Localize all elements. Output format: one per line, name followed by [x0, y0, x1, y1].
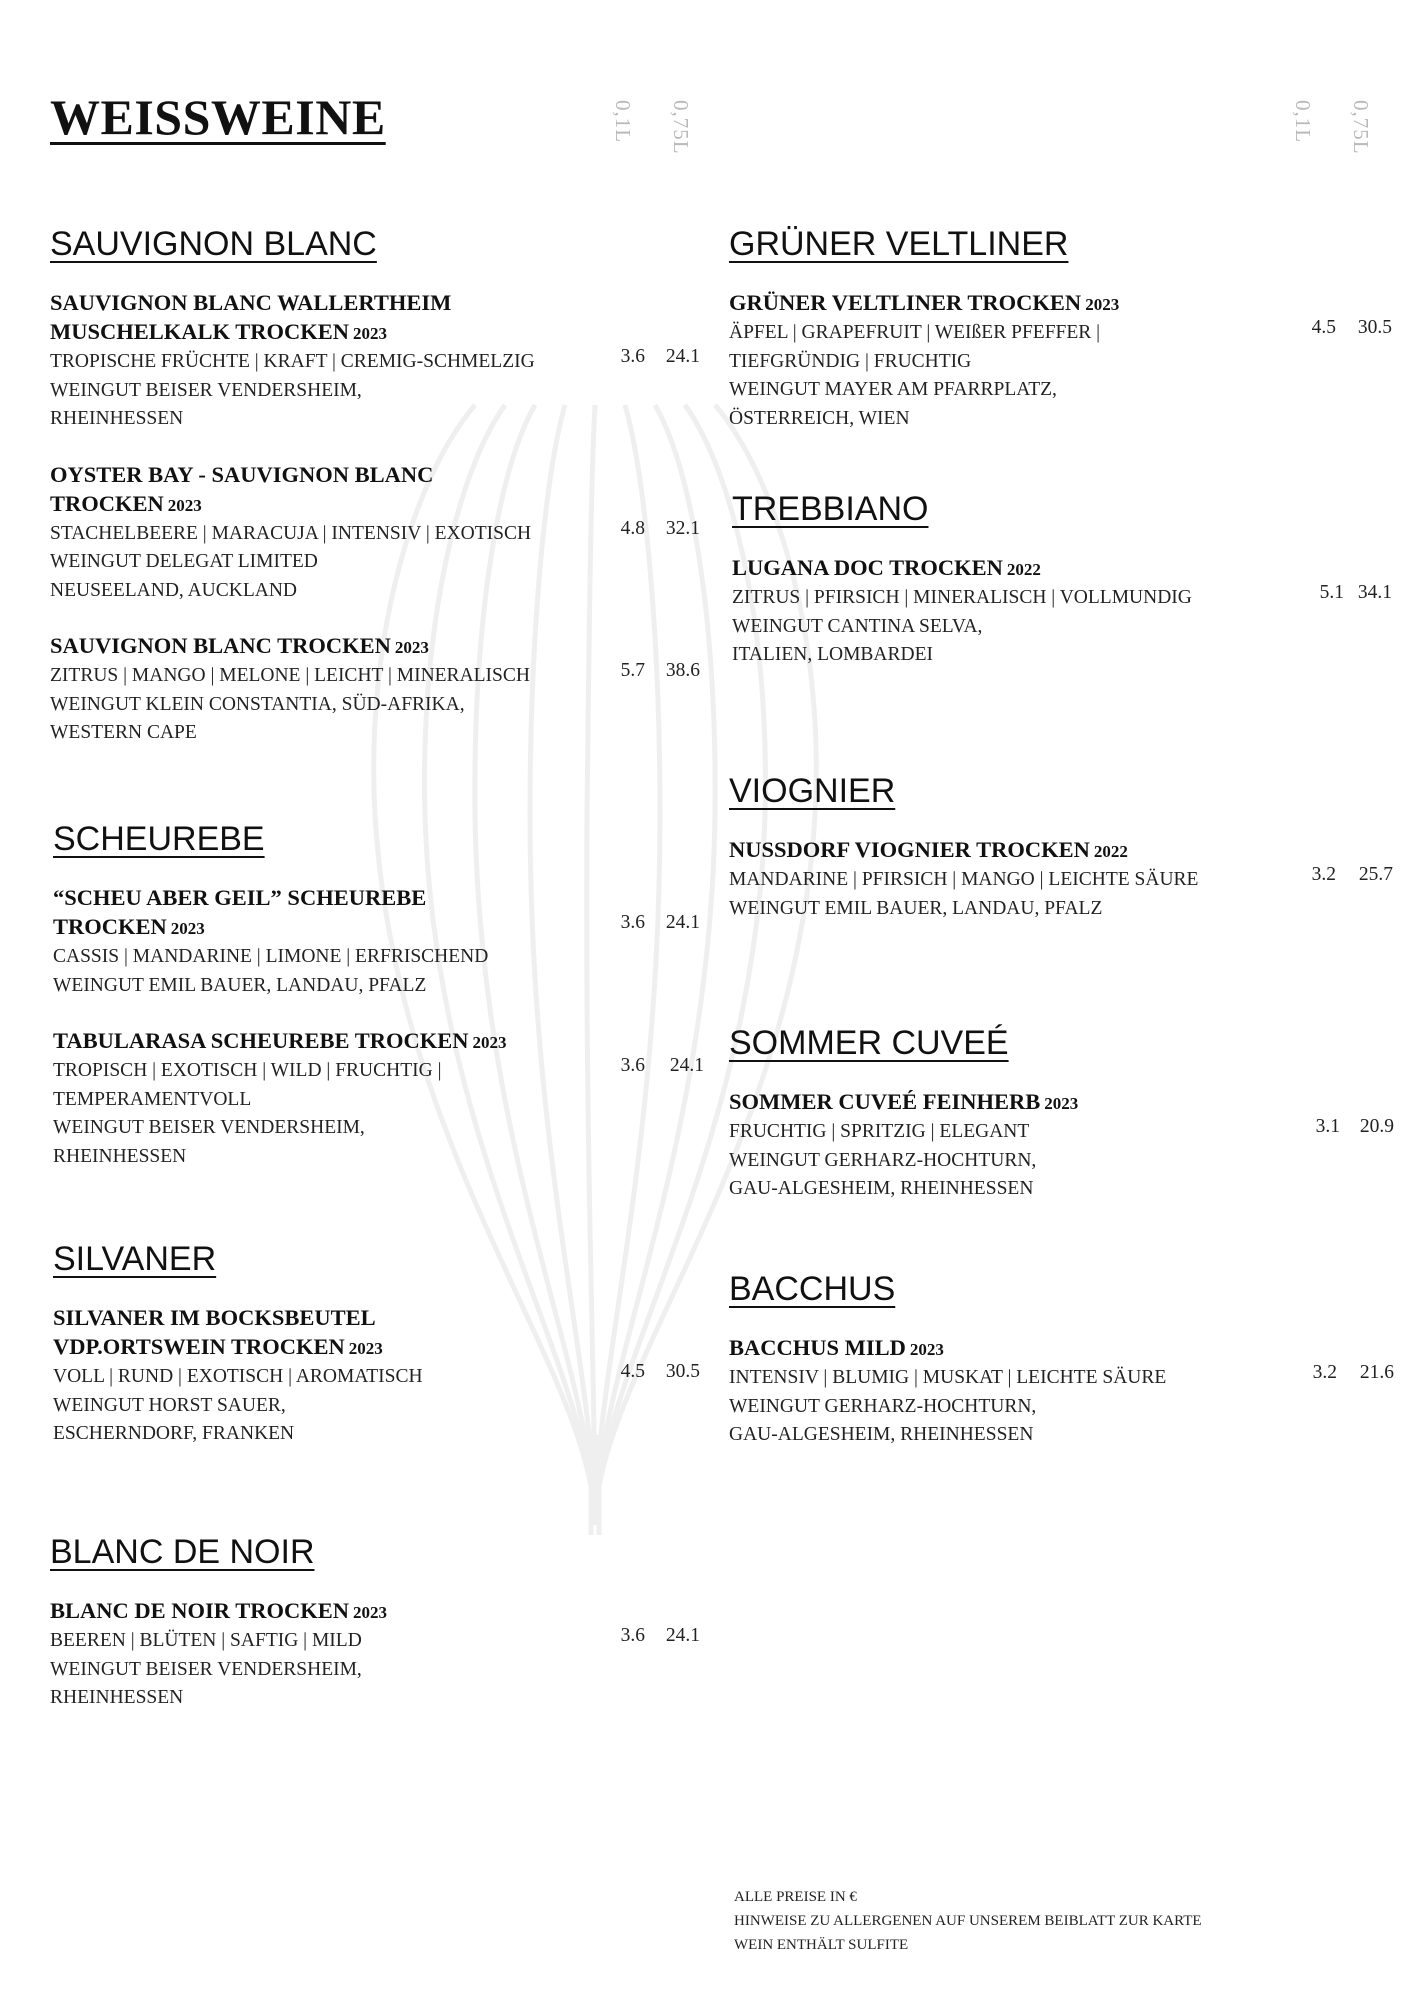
section-title: VIOGNIER: [729, 772, 896, 810]
wine-name: BACCHUS MILD 2023: [729, 1335, 944, 1360]
wine-year: 2023: [353, 324, 388, 343]
wine-item: [50, 460, 700, 606]
wine-name: TABULARASA SCHEUREBE TROCKEN 2023: [53, 1028, 507, 1053]
wine-year: 2023: [394, 638, 429, 657]
section-title: SILVANER: [53, 1240, 217, 1278]
wine-region: GAU-ALGESHEIM, RHEINHESSEN: [729, 1424, 1034, 1445]
wine-year: 2023: [1044, 1094, 1079, 1113]
price-small: 3.6: [620, 346, 645, 367]
wine-item: [53, 1303, 703, 1449]
wine-item: [729, 835, 1393, 923]
price-large: 34.1: [1357, 582, 1392, 603]
wine-item: [729, 288, 1392, 433]
wine-notes: FRUCHTIG | SPRITZIG | ELEGANT: [729, 1121, 1030, 1142]
wine-name: SAUVIGNON BLANC WALLERTHEIM: [50, 290, 452, 315]
section-title: SAUVIGNON BLANC: [50, 225, 377, 263]
price-small: 3.2: [1311, 864, 1336, 885]
price-large: 38.6: [665, 660, 700, 681]
price-small: 3.6: [620, 1055, 645, 1076]
volume-header-large-right: 0,75L: [1349, 100, 1373, 155]
wine-item: [50, 631, 700, 748]
wine-year: 2023: [353, 1603, 388, 1622]
footer-prices-note: ALLE PREISE IN €: [734, 1889, 857, 1905]
wine-item: [729, 1333, 1394, 1450]
price-small: 4.5: [1311, 317, 1336, 338]
section-bacchus: [729, 1270, 1394, 1450]
wine-producer: WEINGUT KLEIN CONSTANTIA, SÜD-AFRIKA,: [50, 693, 465, 715]
wine-region: GAU-ALGESHEIM, RHEINHESSEN: [729, 1178, 1034, 1199]
wine-producer: WEINGUT EMIL BAUER, LANDAU, PFALZ: [53, 974, 427, 996]
wine-notes: MANDARINE | PFIRSICH | MANGO | LEICHTE SÄURE: [729, 869, 1199, 890]
price-small: 5.1: [1319, 582, 1344, 603]
wine-name-line2: VDP.ORTSWEIN TROCKEN 2023: [53, 1334, 383, 1359]
wine-producer: WEINGUT GERHARZ-HOCHTURN,: [729, 1149, 1037, 1171]
wine-item: [729, 1087, 1394, 1204]
wine-producer: WEINGUT EMIL BAUER, LANDAU, PFALZ: [729, 897, 1103, 919]
wine-name: BLANC DE NOIR TROCKEN 2023: [50, 1598, 388, 1623]
wine-region: RHEINHESSEN: [50, 408, 184, 429]
wine-name: OYSTER BAY - SAUVIGNON BLANC: [50, 461, 434, 487]
wine-notes: VOLL | RUND | EXOTISCH | AROMATISCH: [53, 1366, 423, 1387]
price-large: 25.7: [1358, 864, 1393, 885]
wine-notes-cont: TIEFGRÜNDIG | FRUCHTIG: [729, 350, 972, 372]
volume-header-small-left: 0,1L: [611, 100, 635, 144]
wine-year: 2022: [1006, 560, 1041, 579]
wine-notes: TROPISCH | EXOTISCH | WILD | FRUCHTIG |: [53, 1060, 442, 1081]
wine-year: 2023: [170, 919, 205, 938]
section-sauvignon-blanc: [50, 225, 700, 748]
wine-name: SOMMER CUVEÉ FEINHERB 2023: [729, 1089, 1079, 1114]
wine-producer: WEINGUT BEISER VENDERSHEIM,: [53, 1117, 365, 1138]
section-gruener-veltliner: [729, 225, 1392, 433]
wine-notes: ÄPFEL | GRAPEFRUIT | WEIßER PFEFFER |: [729, 322, 1101, 343]
price-small: 3.1: [1315, 1116, 1340, 1137]
footer-notes: [734, 1885, 1202, 1957]
price-large: 30.5: [665, 1361, 700, 1382]
wine-year: 2023: [472, 1033, 507, 1052]
volume-header-small-right: 0,1L: [1291, 100, 1315, 144]
price-large: 21.6: [1359, 1362, 1394, 1383]
price-small: 3.2: [1312, 1362, 1337, 1383]
section-scheurebe: [53, 820, 703, 1171]
wine-name: NUSSDORF VIOGNIER TROCKEN 2022: [729, 837, 1128, 862]
section-sommer-cuvee: [729, 1024, 1394, 1204]
wine-year: 2023: [348, 1339, 383, 1358]
footer-sulfites-note: WEIN ENTHÄLT SULFITE: [734, 1937, 909, 1953]
wine-year: 2023: [909, 1340, 944, 1359]
wine-item: [50, 1596, 700, 1713]
wine-name: LUGANA DOC TROCKEN 2022: [732, 555, 1041, 580]
wine-name: “SCHEU ABER GEIL” SCHEUREBE: [53, 885, 427, 910]
wine-name: SILVANER IM BOCKSBEUTEL: [53, 1305, 376, 1330]
section-title: SOMMER CUVEÉ: [729, 1024, 1009, 1062]
wine-name-line2: MUSCHELKALK TROCKEN 2023: [50, 319, 388, 344]
footer-allergens-note: HINWEISE ZU ALLERGENEN AUF UNSEREM BEIBLATT ZUR KARTE: [734, 1913, 1202, 1929]
wine-region: ITALIEN, LOMBARDEI: [732, 644, 933, 665]
wine-item: [53, 883, 703, 1000]
wine-year: 2023: [1085, 295, 1120, 314]
price-small: 4.5: [620, 1361, 645, 1382]
price-large: 24.1: [665, 912, 700, 933]
wine-region: ESCHERNDORF, FRANKEN: [53, 1423, 295, 1444]
wine-notes: BEEREN | BLÜTEN | SAFTIG | MILD: [50, 1630, 362, 1651]
wine-notes: STACHELBEERE | MARACUJA | INTENSIV | EXOTISCH: [50, 522, 532, 544]
price-large: 30.5: [1357, 317, 1392, 338]
wine-notes: INTENSIV | BLUMIG | MUSKAT | LEICHTE SÄURE: [729, 1367, 1167, 1388]
wine-year: 2023: [167, 495, 202, 515]
wine-producer: WEINGUT CANTINA SELVA,: [732, 615, 983, 637]
wine-producer: WEINGUT HORST SAUER,: [53, 1394, 286, 1416]
price-small: 3.6: [620, 1625, 645, 1646]
wine-producer: WEINGUT BEISER VENDERSHEIM,: [50, 1658, 362, 1680]
wine-region: ÖSTERREICH, WIEN: [729, 407, 910, 429]
price-small: 5.7: [620, 660, 645, 681]
price-large: 20.9: [1359, 1116, 1394, 1137]
wine-region: WESTERN CAPE: [50, 722, 197, 743]
price-large: 24.1: [665, 1625, 700, 1646]
wine-producer: WEINGUT GERHARZ-HOCHTURN,: [729, 1395, 1037, 1417]
wine-notes: TROPISCHE FRÜCHTE | KRAFT | CREMIG-SCHMELZIG: [50, 351, 535, 372]
price-large: 24.1: [669, 1055, 704, 1076]
page-title: WEISSWEINE: [50, 89, 386, 145]
wine-producer: WEINGUT MAYER AM PFARRPLATZ,: [729, 379, 1057, 400]
section-title: TREBBIANO: [732, 490, 929, 528]
volume-header-large-left: 0,75L: [669, 100, 693, 155]
section-blanc-de-noir: [50, 1533, 700, 1713]
wine-item: [53, 1026, 703, 1171]
price-large: 24.1: [665, 346, 700, 367]
wine-region: NEUSEELAND, AUCKLAND: [50, 579, 297, 601]
section-title: BACCHUS: [729, 1270, 896, 1308]
wine-region: RHEINHESSEN: [53, 1145, 187, 1167]
section-silvaner: [53, 1240, 703, 1449]
wine-producer: WEINGUT BEISER VENDERSHEIM,: [50, 379, 362, 401]
wine-producer: WEINGUT DELEGAT LIMITED: [50, 551, 318, 572]
price-large: 32.1: [665, 517, 700, 539]
section-title: GRÜNER VELTLINER: [729, 225, 1069, 263]
section-trebbiano: [732, 490, 1392, 670]
wine-name: SAUVIGNON BLANC TROCKEN 2023: [50, 633, 429, 658]
section-title: SCHEUREBE: [53, 820, 265, 858]
wine-region: RHEINHESSEN: [50, 1687, 184, 1708]
wine-name-line2: TROCKEN 2023: [50, 490, 202, 516]
wine-item: [50, 288, 700, 434]
wine-notes-cont: TEMPERAMENTVOLL: [53, 1088, 252, 1110]
price-small: 4.8: [620, 517, 645, 539]
wine-notes: ZITRUS | MANGO | MELONE | LEICHT | MINERALISCH: [50, 665, 530, 686]
wine-notes: CASSIS | MANDARINE | LIMONE | ERFRISCHEND: [53, 946, 489, 967]
price-small: 3.6: [620, 912, 645, 933]
wine-name-line2: TROCKEN 2023: [53, 914, 205, 939]
section-viognier: [729, 772, 1393, 923]
wine-notes: ZITRUS | PFIRSICH | MINERALISCH | VOLLMUNDIG: [732, 587, 1192, 608]
wine-item: [732, 553, 1392, 670]
wine-name: GRÜNER VELTLINER TROCKEN 2023: [729, 290, 1120, 315]
wine-year: 2022: [1093, 842, 1128, 861]
section-title: BLANC DE NOIR: [50, 1533, 315, 1571]
